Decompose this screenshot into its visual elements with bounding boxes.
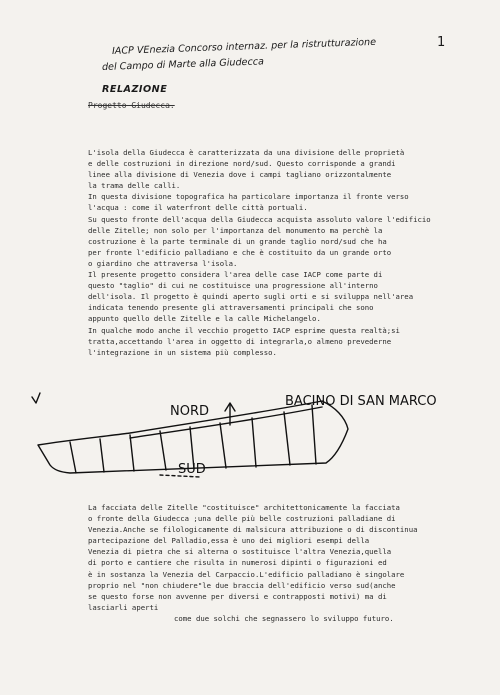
text-line: In questa divisione topografica ha particolare importanza il fronte verso xyxy=(88,192,409,202)
text-line: di porto e cantiere che risulta in numerosi dipinti o figurazioni ed xyxy=(88,558,387,568)
label-bacino: BACINO DI SAN MARCO xyxy=(285,394,437,409)
division-line xyxy=(284,412,290,465)
text-line: l'acqua : come il waterfront delle città portuali. xyxy=(88,203,308,213)
text-line: o fronte della Giudecca ;una delle più belle costruzioni palladiane di xyxy=(88,514,396,524)
text-line: dell'isola. Il progetto è quindi aperto sugli orti e si sviluppa nell'area xyxy=(88,292,414,302)
division-line xyxy=(312,405,316,464)
text-line: indicata tenendo presente gli attraversamenti principali che sono xyxy=(88,303,374,313)
label-sud: SUD xyxy=(178,462,206,477)
text-line: Venezia di pietra che si alterna o sostituisce l'altra Venezia,quella xyxy=(88,547,392,557)
text-line: per fronte l'edificio palladiano e che è costituito da un grande orto xyxy=(88,247,392,257)
division-line xyxy=(252,418,256,467)
text-line: partecipazione del Palladio,essa è uno dei migliori esempi della xyxy=(88,536,370,546)
text-line: questo "taglio" di cui ne costituisce una progressione all'interno xyxy=(88,281,378,291)
site-sketch xyxy=(30,385,437,485)
text-line: l'integrazione in un sistema più complesso. xyxy=(88,347,277,357)
division-line xyxy=(130,435,134,471)
typed-paragraph-1 xyxy=(88,147,431,358)
text-line: appunto quello delle Zitelle e la calle Michelangelo. xyxy=(88,314,321,324)
text-line: è in sostanza la Venezia del Carpaccio.L'edificio palladiano è singolare xyxy=(88,569,405,579)
handwritten-title-line-1: IACP VEnezia Concorso internaz. per la ristrutturazione xyxy=(111,36,377,57)
handwritten-heading: RELAZIONE xyxy=(102,84,168,95)
text-line: delle Zitelle; non solo per l'importanza del monumento ma perchè la xyxy=(88,225,383,235)
text-line: la trama delle calli. xyxy=(88,181,181,191)
page-number: 1 xyxy=(437,35,446,50)
division-line xyxy=(220,423,226,468)
waterfront-line xyxy=(130,407,322,438)
text-line: costruzione è la parte terminale di un grande taglio nord/sud che ha xyxy=(88,236,387,246)
text-line: e delle costruzioni in direzione nord/sud. Questo corrisponde a grandi xyxy=(88,159,396,169)
struck-through-title: Progetto Giudecca. xyxy=(88,101,175,110)
text-line: se questo forse non avvenne per diversi e contrapposti motivi) ma di xyxy=(88,591,387,601)
text-line: La facciata delle Zitelle "costituisce" architettonicamente la facciata xyxy=(88,503,400,512)
text-line-continued: come due solchi che segnassero lo sviluppo futuro. xyxy=(174,613,394,623)
division-line xyxy=(70,442,76,473)
text-line: lasciarli aperti xyxy=(88,602,159,612)
text-line: linee alla divisione di Venezia dove i campi tagliano orizzontalmente xyxy=(88,170,392,180)
text-line: Il presente progetto considera l'area delle case IACP come parte di xyxy=(88,270,383,280)
division-line xyxy=(100,439,104,472)
text-line: Su questo fronte dell'acqua della Giudecca acquista assoluto valore l'edificio xyxy=(88,214,431,224)
division-line xyxy=(160,431,166,470)
label-nord: NORD xyxy=(170,404,209,419)
handwritten-title-line-2: del Campo di Marte alla Giudecca xyxy=(101,56,265,73)
typed-paragraph-2 xyxy=(88,502,417,624)
text-line: tratta,accettando l'area in oggetto di integrarla,o almeno prevederne xyxy=(88,336,392,346)
tick-mark xyxy=(32,393,40,403)
text-line: Venezia.Anche se filologicamente di malsicura attribuzione o di discontinua xyxy=(88,525,418,535)
text-line: proprio nel "non chiudere"le due braccia dell'edificio verso sud(anche xyxy=(88,580,396,590)
text-line: o giardino che attraversa l'isola. xyxy=(88,258,238,268)
text-line: In qualche modo anche il vecchio progetto IACP esprime questa realtà;si xyxy=(88,325,400,335)
text-line: L'isola della Giudecca è caratterizzata da una divisione delle proprietà xyxy=(88,148,405,157)
